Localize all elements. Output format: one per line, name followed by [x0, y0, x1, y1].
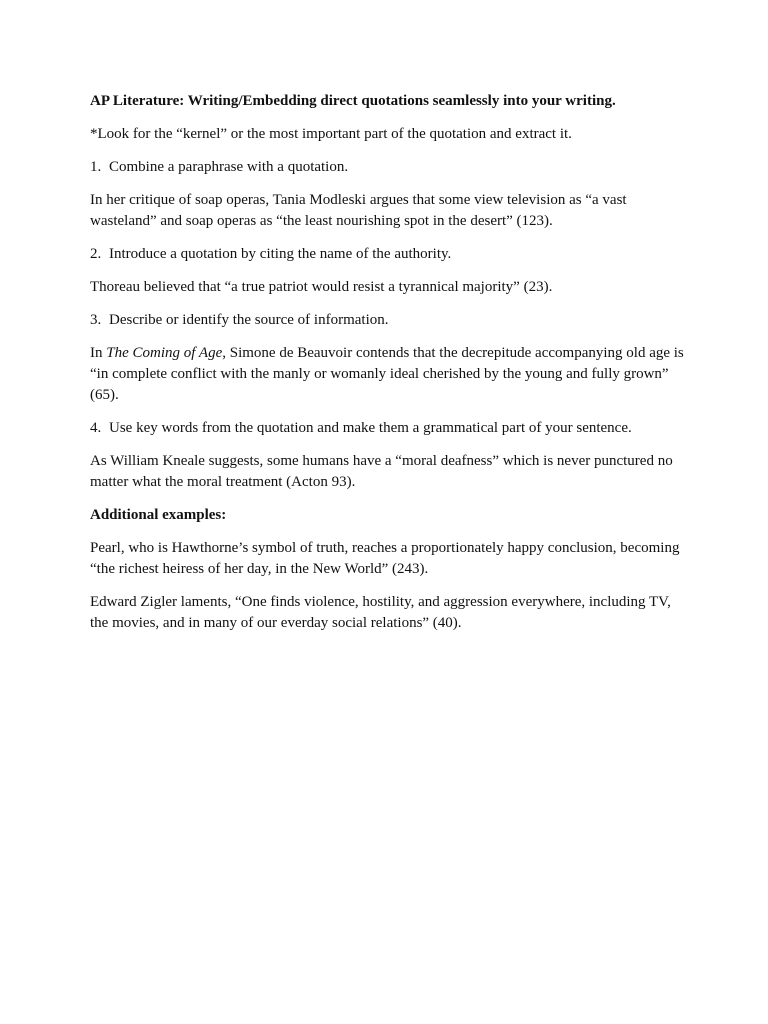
additional-example-1: Pearl, who is Hawthorne’s symbol of truth, reaches a proportionately happy conclusion, becoming “the richest heiress of her day, in the New World” (243). — [90, 540, 680, 577]
step-3-example — [90, 343, 690, 406]
kernel-tip: *Look for the “kernel” or the most important part of the quotation and extract it. — [90, 126, 572, 142]
step-4-instruction — [90, 418, 690, 439]
step-2-example: Thoreau believed that “a true patriot would resist a tyrannical majority” (23). — [90, 279, 553, 295]
step-2-text: Introduce a quotation by citing the name of the authority. — [109, 246, 452, 262]
step-1-example: In her critique of soap operas, Tania Modleski argues that some view television as “a vast wasteland” and soap operas as “the least nourishing spot in the desert” (123). — [90, 192, 627, 229]
step-1-text: Combine a paraphrase with a quotation. — [109, 159, 349, 175]
document-title: AP Literature: Writing/Embedding direct quotations seamlessly into your writing. — [90, 93, 616, 109]
step-4-example: As William Kneale suggests, some humans have a “moral deafness” which is never punctured no matter what the moral treatment (Acton 93). — [90, 453, 673, 490]
document-body — [90, 91, 690, 646]
step-3-example-suffix: , Simone de Beauvoir contends that the decrepitude accompanying old age is “in complete conflict with the manly or womanly ideal cherished by the young and fully grown” (65). — [90, 345, 684, 403]
step-3-number: 3. — [90, 312, 102, 328]
step-1-instruction — [90, 157, 690, 178]
step-3-text: Describe or identify the source of information. — [109, 312, 389, 328]
additional-examples-heading: Additional examples: — [90, 507, 227, 523]
additional-example-2: Edward Zigler laments, “One finds violence, hostility, and aggression everywhere, including TV, the movies, and in many of our everday social relations” (40). — [90, 594, 671, 631]
book-title: The Coming of Age — [106, 345, 223, 361]
step-3-instruction — [90, 310, 690, 331]
step-4-text: Use key words from the quotation and make them a grammatical part of your sentence. — [109, 420, 632, 436]
step-2-number: 2. — [90, 246, 102, 262]
step-1-number: 1. — [90, 159, 102, 175]
step-4-number: 4. — [90, 420, 102, 436]
step-3-example-prefix: In — [90, 345, 107, 361]
step-2-instruction — [90, 244, 690, 265]
